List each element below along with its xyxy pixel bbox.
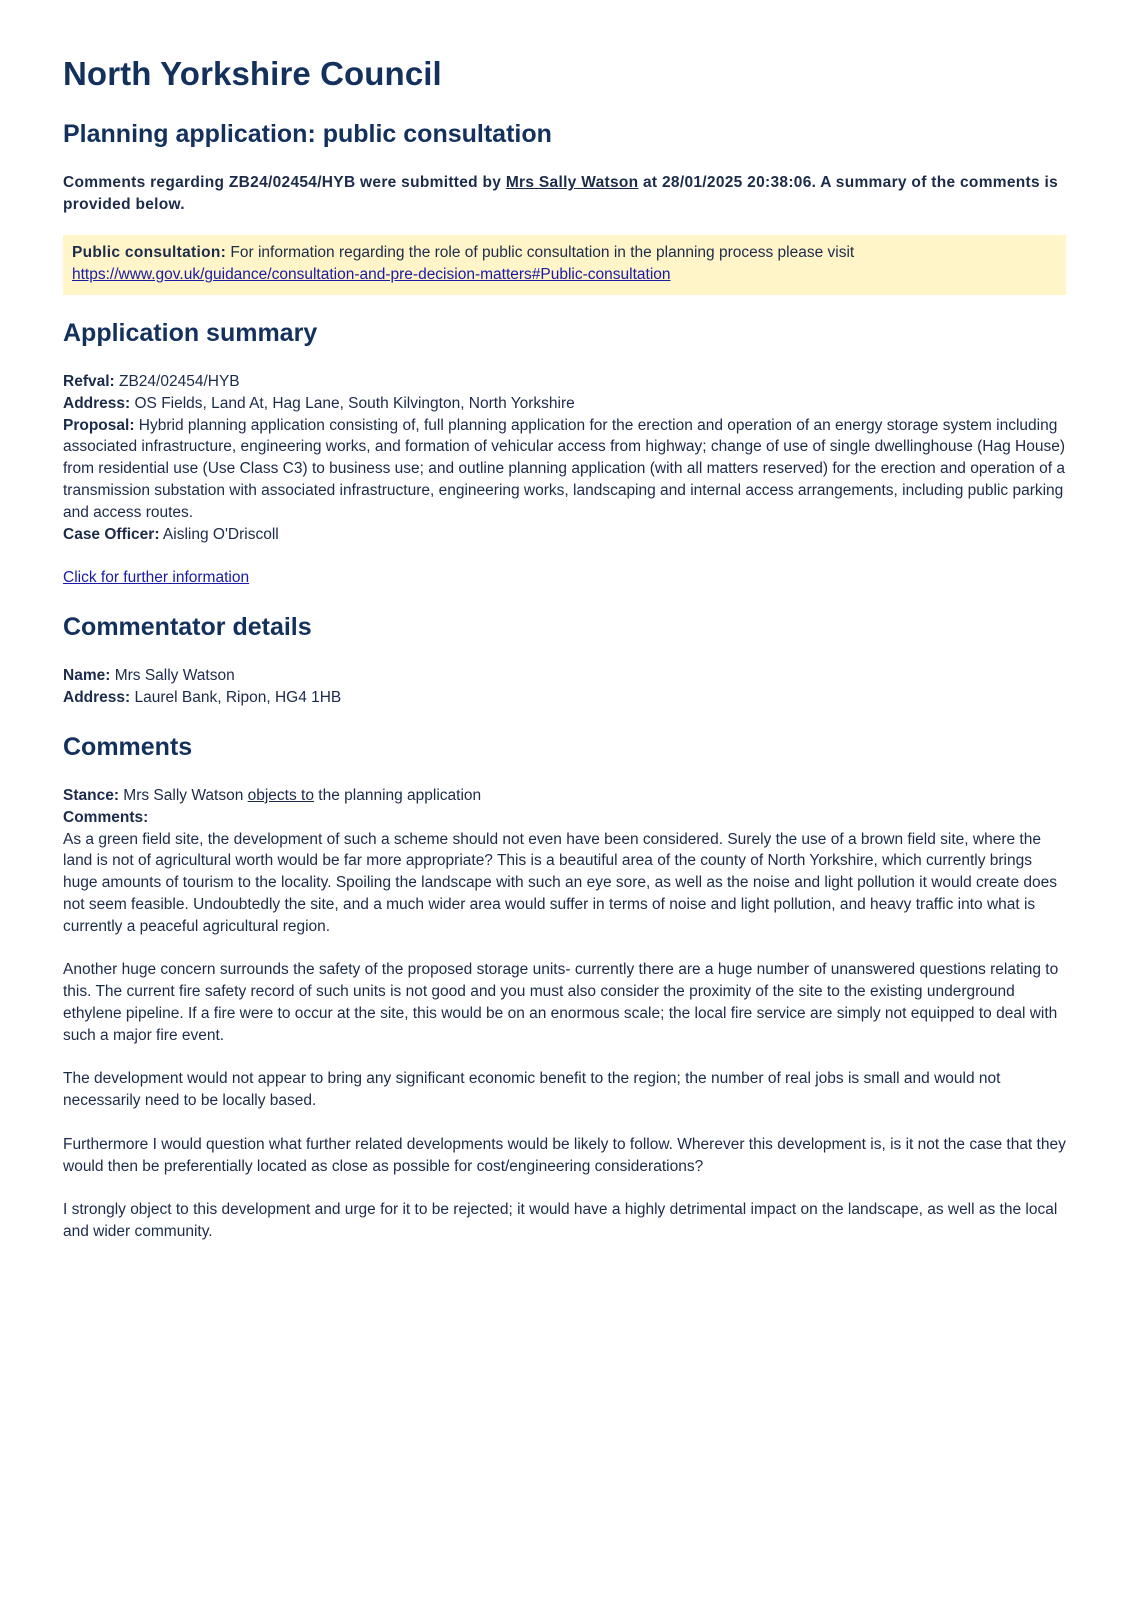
address-label: Address:	[63, 394, 131, 412]
comment-paragraph: The development would not appear to bring any significant economic benefit to the region; the number of real jobs is small and would not necessarily need to be locally based.	[63, 1070, 1001, 1110]
commentator-details	[63, 665, 1066, 709]
stance-label: Stance:	[63, 786, 119, 804]
case-officer-row	[63, 524, 1066, 546]
commentator-name-row	[63, 665, 1066, 687]
address-value: OS Fields, Land At, Hag Lane, South Kilvington, North Yorkshire	[130, 394, 575, 412]
stance-suffix: the planning application	[313, 786, 482, 804]
refval-label: Refval:	[63, 373, 115, 390]
commentator-name-value: Mrs Sally Watson	[110, 667, 235, 685]
proposal-row	[63, 415, 1066, 524]
application-summary-heading: Application summary	[63, 319, 318, 347]
stance-name: Mrs Sally Watson	[119, 786, 248, 804]
case-officer-label: Case Officer:	[63, 525, 160, 543]
council-title: North Yorkshire Council	[63, 55, 442, 92]
intro-prefix: Comments regarding ZB24/02454/HYB were submitted by	[63, 174, 506, 191]
commentator-name-label: Name:	[63, 667, 111, 685]
comment-paragraph: As a green field site, the development of such a scheme should not even have been considered. Surely the use of a brown field site, where the land is not of agricultural worth would be far more appropriate? This is a beautiful area of the county of North Yorkshire, which currently brings huge amounts of tourism to the locality. Spoiling the landscape with such an eye sore, as well as the noise and light pollution it would create does not seem feasible. Undoubtedly the site, and a much wider area would suffer in terms of noise and light pollution, and heavy traffic into what is currently a peaceful agricultural region.	[63, 830, 1058, 935]
submission-intro	[63, 172, 1066, 216]
comment-paragraph: Another huge concern surrounds the safety of the proposed storage units- currently there are a huge number of unanswered questions relating to this. The current fire safety record of such units is not good and you must also consider the proximity of the site to the existing underground ethylene pipeline. If a fire were to occur at the site, this would be on an enormous scale; the local fire service are simply not equipped to deal with such a major fire event.	[63, 961, 1059, 1044]
commentator-address-label: Address:	[63, 689, 131, 707]
comments-label: Comments:	[63, 808, 149, 826]
consultation-guidance-link[interactable]: https://www.gov.uk/guidance/consultation-and-pre-decision-matters#Public-consultation	[72, 266, 671, 283]
refval-value: ZB24/02454/HYB	[114, 373, 240, 390]
notice-label: Public consultation:	[72, 244, 227, 261]
notice-text: For information regarding the role of public consultation in the planning process please visit	[226, 244, 855, 261]
stance-row	[63, 785, 1066, 807]
proposal-value: Hybrid planning application consisting of, full planning application for the erection and operation of an energy storage system including associated infrastructure, engineering works, and formation of vehicular access from highway; change of use of single dwellinghouse (Hag House) from residential use (Use Class C3) to business use; and outline planning application (with all matters reserved) for the erection and operation of a transmission substation with associated infrastructure, engineering works, landscaping and internal access arrangements, including public parking and access routes.	[63, 416, 1066, 521]
further-info	[63, 567, 1066, 589]
further-information-link[interactable]: Click for further information	[63, 569, 250, 587]
commenter-link[interactable]: Mrs Sally Watson	[505, 174, 639, 191]
comments-label-row	[63, 807, 1066, 829]
intro-suffix: at 28/01/2025 20:38:06. A summary of the comments is provided below.	[63, 174, 1059, 213]
proposal-label: Proposal:	[63, 416, 135, 434]
stance-value: objects to	[247, 786, 314, 804]
comment-paragraph: I strongly object to this development and urge for it to be rejected; it would have a highly detrimental impact on the landscape, as well as the local and wider community.	[63, 1201, 1058, 1240]
comment-paragraph: Furthermore I would question what further related developments would be likely to follow. Wherever this development is, is it not the case that they would then be preferentially located as close as possible for cost/engineering considerations?	[63, 1135, 1066, 1175]
application-summary	[63, 371, 1066, 545]
case-officer-value: Aisling O'Driscoll	[159, 525, 279, 543]
commentator-address-row	[63, 687, 1066, 709]
comments-section	[63, 785, 1066, 1243]
refval-row	[63, 371, 1066, 393]
page-subtitle: Planning application: public consultation	[63, 120, 552, 148]
public-consultation-notice	[63, 235, 1066, 295]
comments-heading: Comments	[63, 732, 193, 761]
commentator-heading: Commentator details	[63, 613, 312, 642]
commentator-address-value: Laurel Bank, Ripon, HG4 1HB	[130, 689, 342, 707]
address-row	[63, 393, 1066, 415]
